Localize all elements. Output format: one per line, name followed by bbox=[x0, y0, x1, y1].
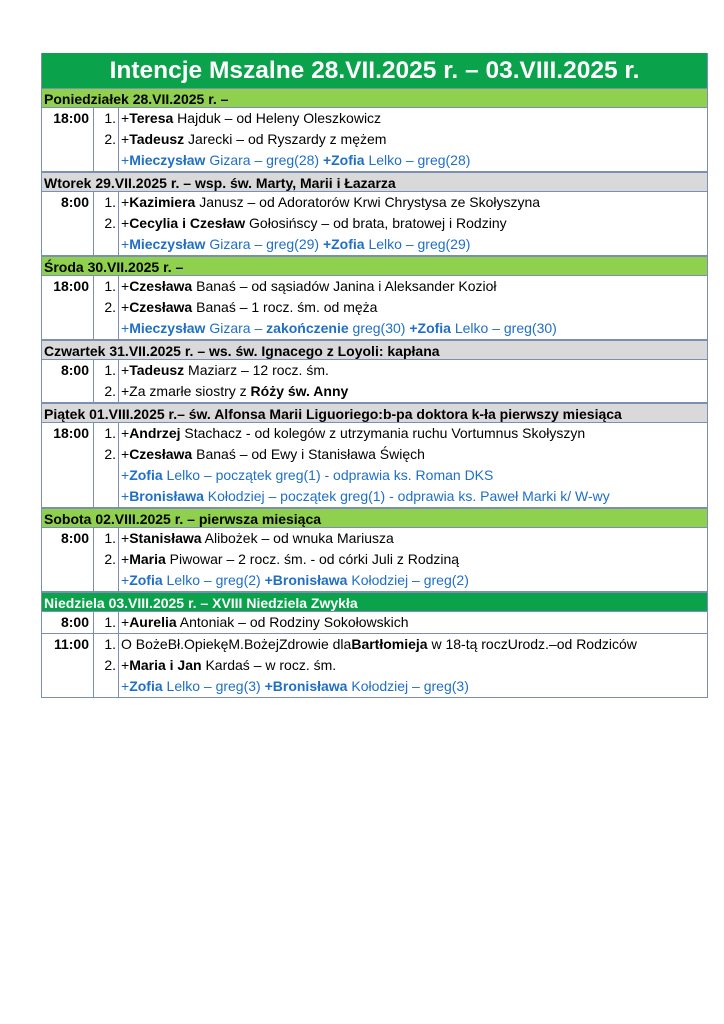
intention-text-part: + bbox=[121, 467, 130, 483]
intention-text-part: Kardaś – w rocz. śm. bbox=[201, 657, 337, 673]
intention-text-part: + bbox=[121, 678, 130, 694]
day-header: Sobota 02.VIII.2025 r. – pierwsza miesiąca bbox=[42, 508, 707, 528]
intention-line bbox=[119, 423, 707, 444]
intention-text-part: Gizara – bbox=[205, 320, 267, 336]
intention-text-part: Mieczysław bbox=[129, 320, 206, 336]
intention-text-part: Lelko – greg(28) bbox=[364, 152, 471, 168]
intention-number: 1. bbox=[104, 110, 116, 126]
intention-line bbox=[119, 192, 707, 213]
intention-numbers bbox=[94, 276, 119, 339]
intention-text-part: Kołodziej – greg(3) bbox=[347, 678, 469, 694]
mass-block bbox=[42, 360, 707, 403]
intention-text-part: Czesława bbox=[129, 446, 193, 462]
mass-block bbox=[42, 276, 707, 340]
intention-text-part: + bbox=[121, 446, 130, 462]
mass-block bbox=[42, 634, 707, 698]
days-list bbox=[42, 88, 707, 698]
intention-text-part: Kołodziej – greg(2) bbox=[347, 572, 469, 588]
intention-text-part: Teresa bbox=[129, 110, 174, 126]
intention-text-part: Zofia bbox=[129, 572, 163, 588]
intention-text-part: Maria i Jan bbox=[129, 657, 202, 673]
intention-text-part: + bbox=[121, 551, 130, 567]
intention-number: 2. bbox=[104, 299, 116, 315]
intention-number: 1. bbox=[104, 194, 116, 210]
day-header: Środa 30.VII.2025 r. – bbox=[42, 256, 707, 276]
intention-text-part: Lelko – greg(2) bbox=[162, 572, 265, 588]
intention-texts bbox=[119, 108, 707, 171]
intention-number bbox=[94, 570, 118, 591]
mass-time: 18:00 bbox=[42, 108, 94, 171]
day-header: Piątek 01.VIII.2025 r.– św. Alfonsa Marii Liguoriego:b-pa doktora k-ła pierwszy miesiąca bbox=[42, 403, 707, 423]
day-header: Czwartek 31.VII.2025 r. – ws. św. Ignacego z Loyoli: kapłana bbox=[42, 340, 707, 360]
intention-text-part: Jarecki – od Ryszardy z mężem bbox=[184, 131, 387, 147]
intention-texts bbox=[119, 528, 707, 591]
intention-line bbox=[119, 570, 707, 591]
intention-text-part: Maziarz – 12 rocz. śm. bbox=[184, 362, 329, 378]
intention-text-part: Bronisława bbox=[129, 488, 204, 504]
intention-text-part: Gołosińscy – od brata, bratowej i Rodziny bbox=[245, 215, 507, 231]
day-header: Niedziela 03.VIII.2025 r. – XVIII Niedziela Zwykła bbox=[42, 592, 707, 612]
intention-text-part: Banaś – od Ewy i Stanisława Święch bbox=[192, 446, 425, 462]
intention-text-part: w 18-tą roczUrodz.–od Rodziców bbox=[427, 636, 637, 652]
intention-text-part: + bbox=[121, 278, 130, 294]
day-header: Poniedziałek 28.VII.2025 r. – bbox=[42, 88, 707, 108]
intention-text-part: Antoniak – od Rodziny Sokołowskich bbox=[176, 614, 409, 630]
intention-number: 2. bbox=[104, 657, 116, 673]
intention-number: 2. bbox=[104, 446, 116, 462]
intention-line bbox=[119, 444, 707, 465]
intention-texts bbox=[119, 612, 707, 633]
intention-number: 2. bbox=[104, 215, 116, 231]
intention-numbers bbox=[94, 423, 119, 507]
intention-texts bbox=[119, 276, 707, 339]
intention-text-part: Lelko – greg(3) bbox=[162, 678, 265, 694]
intention-text-part: Tadeusz bbox=[129, 362, 185, 378]
intention-text-part: + bbox=[121, 488, 130, 504]
intention-line bbox=[119, 528, 707, 549]
intention-line bbox=[119, 150, 707, 171]
intention-number bbox=[94, 318, 118, 339]
mass-block bbox=[42, 108, 707, 172]
intention-text-part: + bbox=[121, 425, 130, 441]
intention-text-part: Kołodziej – początek greg(1) - odprawia ks. Paweł Marki k/ W-wy bbox=[203, 488, 610, 504]
intention-text-part: + bbox=[121, 152, 130, 168]
intention-text-part: Gizara – greg(28) bbox=[205, 152, 323, 168]
intention-text-part: Cecylia i Czesław bbox=[129, 215, 246, 231]
intention-text-part: Lelko – greg(29) bbox=[364, 236, 471, 252]
mass-block bbox=[42, 528, 707, 592]
intention-numbers bbox=[94, 192, 119, 255]
intention-number: 1. bbox=[104, 636, 116, 652]
intention-number bbox=[94, 465, 118, 486]
intention-text-part: Tadeusz bbox=[129, 131, 185, 147]
mass-time: 8:00 bbox=[42, 612, 94, 633]
intention-text-part: Andrzej bbox=[129, 425, 181, 441]
intention-text-part: Mieczysław bbox=[129, 236, 206, 252]
intention-text-part: +Bronisława bbox=[264, 572, 348, 588]
intention-text-part: Alibożek – od wnuka Mariusza bbox=[201, 530, 394, 546]
intention-text-part: O BożeBł.OpiekęM.BożejZdrowie dla bbox=[121, 636, 352, 652]
intention-line bbox=[119, 213, 707, 234]
intention-number bbox=[94, 676, 118, 697]
intention-text-part: Stachacz - od kolegów z utrzymania ruchu Vortumnus Skołyszyn bbox=[180, 425, 586, 441]
intention-text-part: Róży św. Anny bbox=[250, 383, 349, 399]
intention-numbers bbox=[94, 634, 119, 697]
intention-line bbox=[119, 676, 707, 697]
intention-number: 2. bbox=[104, 131, 116, 147]
intention-text-part: + bbox=[121, 362, 130, 378]
mass-block bbox=[42, 612, 707, 634]
intention-text-part: Bartłomieja bbox=[351, 636, 428, 652]
intention-text-part: + bbox=[121, 320, 130, 336]
intention-text-part: greg(30) bbox=[348, 320, 410, 336]
intention-number bbox=[94, 150, 118, 171]
intention-text-part: Lelko – greg(30) bbox=[450, 320, 557, 336]
intention-number: 1. bbox=[104, 362, 116, 378]
intention-number bbox=[94, 234, 118, 255]
intention-text-part: Janusz – od Adoratorów Krwi Chrystysa ze Skołyszyna bbox=[195, 194, 541, 210]
intention-text-part: + bbox=[121, 530, 130, 546]
intention-texts bbox=[119, 360, 707, 402]
intention-text-part: +Za zmarłe siostry z bbox=[121, 383, 251, 399]
intentions-sheet bbox=[41, 53, 708, 698]
intention-line bbox=[119, 381, 707, 402]
intention-line bbox=[119, 297, 707, 318]
intention-number: 2. bbox=[104, 383, 116, 399]
intention-text-part: Hajduk – od Heleny Oleszkowicz bbox=[173, 110, 382, 126]
intention-line bbox=[119, 276, 707, 297]
intention-line bbox=[119, 612, 707, 633]
intention-line bbox=[119, 465, 707, 486]
intention-number: 1. bbox=[104, 614, 116, 630]
intention-numbers bbox=[94, 360, 119, 402]
intention-text-part: Stanisława bbox=[129, 530, 202, 546]
intention-text-part: +Zofia bbox=[322, 236, 365, 252]
intention-line bbox=[119, 655, 707, 676]
mass-block bbox=[42, 192, 707, 256]
intention-texts bbox=[119, 423, 707, 507]
intention-text-part: Aurelia bbox=[129, 614, 177, 630]
intention-text-part: Banaś – 1 rocz. śm. od męża bbox=[192, 299, 378, 315]
intention-number: 1. bbox=[104, 425, 116, 441]
intention-text-part: + bbox=[121, 110, 130, 126]
day-header: Wtorek 29.VII.2025 r. – wsp. św. Marty, Marii i Łazarza bbox=[42, 172, 707, 192]
intention-numbers bbox=[94, 612, 119, 633]
intention-text-part: Zofia bbox=[129, 467, 163, 483]
mass-time: 18:00 bbox=[42, 276, 94, 339]
intention-texts bbox=[119, 634, 707, 697]
intention-text-part: Kazimiera bbox=[129, 194, 196, 210]
intention-number: 1. bbox=[104, 278, 116, 294]
intention-line bbox=[119, 108, 707, 129]
intention-text-part: + bbox=[121, 572, 130, 588]
intention-text-part: + bbox=[121, 614, 130, 630]
intention-text-part: zakończenie bbox=[266, 320, 349, 336]
mass-time: 8:00 bbox=[42, 528, 94, 591]
intention-text-part: + bbox=[121, 215, 130, 231]
intention-line bbox=[119, 634, 707, 655]
intention-text-part: Maria bbox=[129, 551, 166, 567]
intention-text-part: Mieczysław bbox=[129, 152, 206, 168]
mass-time: 11:00 bbox=[42, 634, 94, 697]
intention-text-part: Piwowar – 2 rocz. śm. - od córki Juli z Rodziną bbox=[165, 551, 460, 567]
mass-time: 8:00 bbox=[42, 360, 94, 402]
intention-text-part: +Zofia bbox=[409, 320, 451, 336]
intention-text-part: + bbox=[121, 194, 130, 210]
intention-numbers bbox=[94, 108, 119, 171]
intention-line bbox=[119, 549, 707, 570]
intention-text-part: + bbox=[121, 236, 130, 252]
intention-text-part: Zofia bbox=[129, 678, 163, 694]
intention-number: 2. bbox=[104, 551, 116, 567]
intention-text-part: Lelko – początek greg(1) - odprawia ks. Roman DKS bbox=[162, 467, 494, 483]
intention-number bbox=[94, 486, 118, 507]
intention-line bbox=[119, 486, 707, 507]
intention-line bbox=[119, 318, 707, 339]
intention-line bbox=[119, 360, 707, 381]
intention-text-part: +Zofia bbox=[322, 152, 365, 168]
page-title: Intencje Mszalne 28.VII.2025 r. – 03.VIII.2025 r. bbox=[42, 53, 707, 88]
intention-texts bbox=[119, 192, 707, 255]
mass-time: 8:00 bbox=[42, 192, 94, 255]
mass-time: 18:00 bbox=[42, 423, 94, 507]
intention-text-part: Banaś – od sąsiadów Janina i Aleksander Kozioł bbox=[192, 278, 497, 294]
intention-text-part: Czesława bbox=[129, 278, 193, 294]
intention-text-part: Czesława bbox=[129, 299, 193, 315]
intention-text-part: + bbox=[121, 657, 130, 673]
intention-text-part: Gizara – greg(29) bbox=[205, 236, 323, 252]
intention-line bbox=[119, 129, 707, 150]
intention-text-part: +Bronisława bbox=[264, 678, 348, 694]
intention-numbers bbox=[94, 528, 119, 591]
intention-line bbox=[119, 234, 707, 255]
intention-number: 1. bbox=[104, 530, 116, 546]
intention-text-part: + bbox=[121, 131, 130, 147]
intention-text-part: + bbox=[121, 299, 130, 315]
mass-block bbox=[42, 423, 707, 508]
